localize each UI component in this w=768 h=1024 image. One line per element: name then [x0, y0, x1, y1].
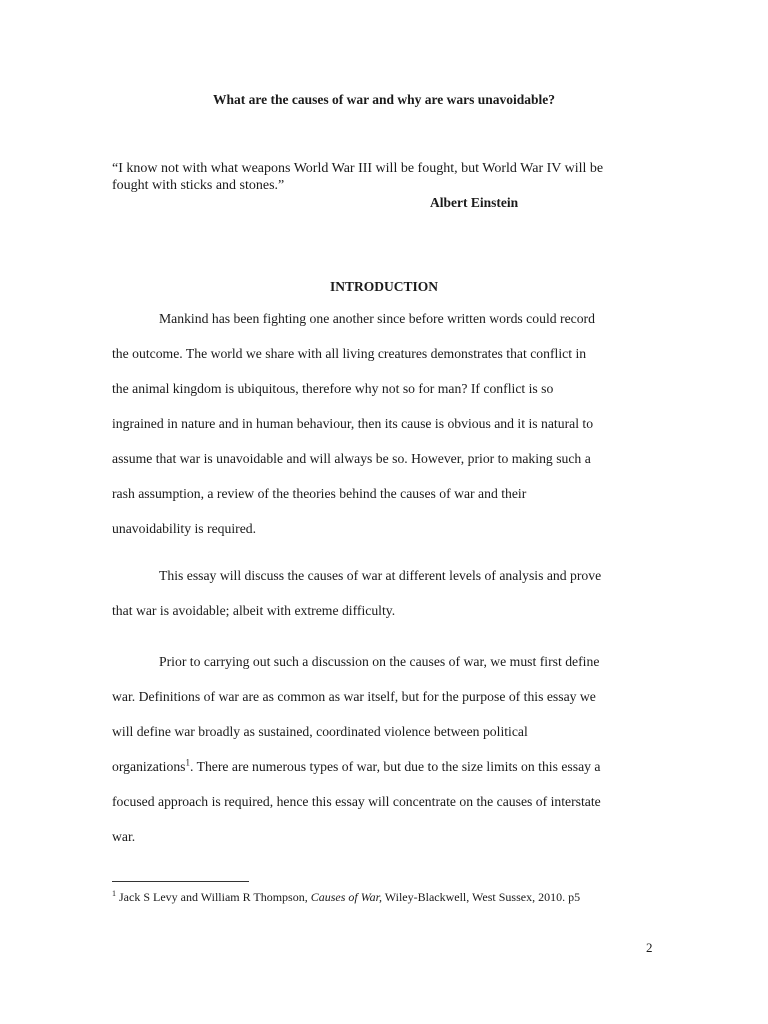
text-fragment: . There are numerous types of war, but due to the size limits on this essay a [190, 759, 601, 774]
epigraph-line: “I know not with what weapons World War III will be fought, but World War IV will be [112, 161, 604, 176]
footnote-marker: 1 [112, 889, 116, 898]
text-line: focused approach is required, hence this essay will concentrate on the causes of interstate [112, 794, 601, 809]
text-line: Prior to carrying out such a discussion on the causes of war, we must first define [159, 654, 600, 669]
footnote-publisher: Wiley-Blackwell, West Sussex, 2010. p5 [381, 890, 581, 904]
text-line: the outcome. The world we share with all living creatures demonstrates that conflict in [112, 346, 587, 361]
footnote-authors: Jack S Levy and William R Thompson, [119, 890, 311, 904]
text-line: war. [112, 829, 136, 844]
text-line: rash assumption, a review of the theories behind the causes of war and their [112, 486, 527, 501]
section-heading: INTRODUCTION [329, 279, 438, 294]
footnote-reference[interactable]: 1 [185, 757, 190, 768]
text-line [112, 759, 600, 775]
text-line: ingrained in nature and in human behaviour, then its cause is obvious and it is natural to [112, 416, 594, 431]
text-line: assume that war is unavoidable and will always be so. However, prior to making such a [112, 451, 591, 466]
text-line: the animal kingdom is ubiquitous, therefore why not so for man? If conflict is so [112, 381, 554, 396]
text-line: war. Definitions of war are as common as war itself, but for the purpose of this essay we [112, 689, 596, 704]
page-number: 2 [646, 940, 653, 955]
text-line: will define war broadly as sustained, coordinated violence between political [112, 724, 528, 739]
footnote [112, 890, 580, 905]
text-line: that war is avoidable; albeit with extreme difficulty. [112, 603, 396, 618]
footnote-work-title: Causes of War, [310, 890, 382, 904]
text-line: Mankind has been fighting one another since before written words could record [159, 311, 595, 326]
epigraph-quote [112, 160, 660, 194]
footnote-divider [112, 881, 249, 882]
epigraph-author: Albert Einstein [430, 195, 519, 210]
epigraph-line: fought with sticks and stones.” [112, 178, 285, 193]
text-fragment: organizations [112, 759, 186, 774]
text-line: unavoidability is required. [112, 521, 257, 536]
text-line: This essay will discuss the causes of war at different levels of analysis and prove [159, 568, 602, 583]
essay-title: What are the causes of war and why are wars unavoidable? [212, 92, 555, 107]
